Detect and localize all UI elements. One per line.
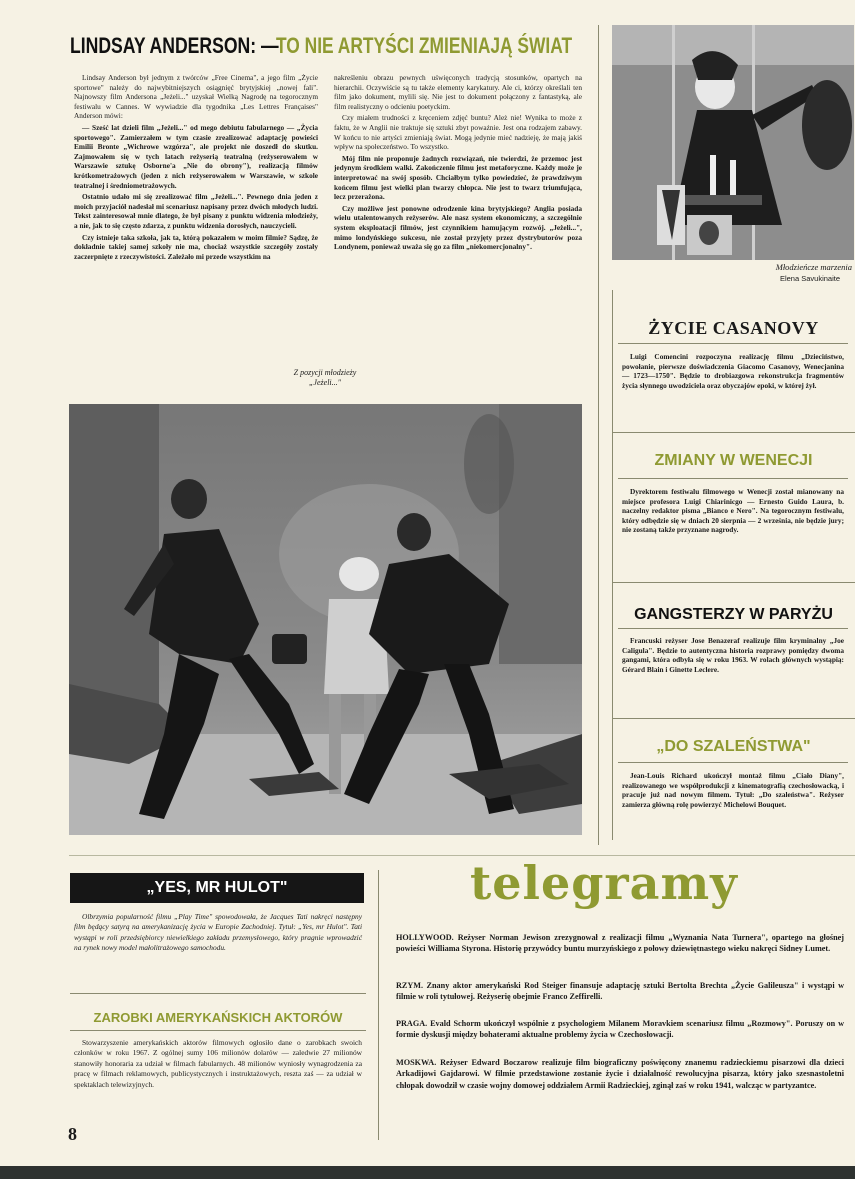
photo-caption-line-2: „Jeżeli..."	[308, 378, 342, 387]
zarobki-text: Stowarzyszenie amerykańskich aktorów filmowych ogłosiło dane o zarobkach swoich członków w roku 1967. Z ogólnej sumy 106 milionów dolarów — zaledwie 27 milionów stanowiły honoraria za udział w filmach fabularnych. 48 milionów wyniosły wynagrodzenia za pracę w filmach reklamowych, publicystycznych i instruktażowych, reszta zaś — za udział w spektaklach telewizyjnych.	[74, 1038, 362, 1089]
article-paragraph: Lindsay Anderson był jednym z twórców „Free Cinema", a jego film „Życie sportowe" należy do najwybitniejszych osiągnięć brytyjskiej „nowej fali". Najnowszy film Andersona „Jeżeli..." uzyskał Wielką Nagrodę na tegorocznym festiwalu w Cannes. W wywiadzie dla tygodnika „Les Lettres Françaises" Anderson mówi:	[74, 73, 318, 121]
szalenstwa-text: Jean-Louis Richard ukończył montaż filmu „Ciało Diany", realizowanego we współprodukcji z kinematografią czechosłowacką, i pracuje już nad nowym filmem. Tytuł: „Do szaleństwa". Reżyser zamierza główną rolę powierzyć Michelowi Bouquet.	[622, 771, 844, 809]
szalenstwa-title: „DO SZALEŃSTWA"	[656, 738, 811, 755]
casanova-title: ŻYCIE CASANOVY	[648, 318, 819, 338]
section-divider	[618, 628, 848, 629]
telegram-place: RZYM.	[396, 981, 424, 990]
telegram-item	[396, 1018, 844, 1041]
photo-caption	[250, 368, 400, 388]
top-photo-caption-title: Młodzieńcze marzenia	[775, 262, 852, 272]
telegram-text: Reżyser Edward Boczarow realizuje film biograficzny poświęcony znanemu radzieckiemu pisarzowi dla dzieci Arkadijowi Gajdarowi. W filmie przedstawione zostanie życie i działalność rewolucyjna pisarza, który jako szesnastoletni chłopak dowodził w czasie wojny domowej oddziałem Armii Radzieckiej, zginął zaś w roku 1941, walcząc w partyzantce.	[396, 1058, 844, 1090]
hulot-title: „YES, MR HULOT"	[146, 879, 288, 896]
article-paragraph: Mój film nie proponuje żadnych rozwiązań, nie twierdzi, że przemoc jest jedynym środkiem walki. Zakończenie filmu jest metaforyczne. Każdy może je interpretować na swój sposób. Chciałbym tylko powiedzieć, że prawdziwym końcem filmu jest wielki plan twarzy chłopca. Nie jest to twarz triumfująca, lecz przerażona.	[334, 153, 582, 202]
hulot-text: Olbrzymia popularność filmu „Play Time" spowodowała, że Jacques Tati nakręci następny film będący satyrą na amerykanizację życia w Europie Zachodniej. Tytuł: „Yes, mr Hulot". Tati wystąpi w roli przedsiębiorcy niewielkiego zakładu przemysłowego, który pragnie wprowadzić na rynek nowy model małolitrażowego samochodu.	[74, 912, 362, 953]
film-still-illustration	[69, 404, 582, 835]
page-number: 8	[68, 1124, 77, 1144]
zarobki-title: ZAROBKI AMERYKAŃSKICH AKTORÓW	[93, 1010, 343, 1025]
page-bottom-edge	[0, 1166, 855, 1179]
telegram-place: PRAGA.	[396, 1019, 428, 1028]
paryz-title: GANGSTERZY W PARYŻU	[634, 606, 833, 623]
section-divider	[618, 762, 848, 763]
young-dreams-photo	[612, 25, 854, 260]
column-divider	[378, 870, 379, 1140]
article-column-2	[334, 73, 582, 254]
wenecja-title: ZMIANY W WENECJI	[654, 452, 813, 469]
section-divider	[612, 718, 855, 719]
headline-black-part: LINDSAY ANDERSON: —	[70, 33, 279, 58]
photo-caption-line-1: Z pozycji młodzieży	[293, 368, 357, 377]
top-photo-caption-author: Elena Savukinaite	[779, 274, 840, 283]
section-divider	[70, 1030, 366, 1031]
article-paragraph: nakreśleniu obrazu pewnych uświęconych tradycją stosunków, opartych na hierarchii. Oczywiście są tu także elementy karykatury. Ale ci, którzy określali ten film jako dokument, mylili się. Nie jest to dokument połączony z fantastyką, ale film realistyczny o odcieniu poetyckim.	[334, 73, 582, 111]
section-divider	[70, 993, 366, 994]
telegram-text: Evald Schorm ukończył wspólnie z psychologiem Milanem Moravkiem scenariusz filmu „Rozmowy". Poruszy on w formie dyskusji między bohaterami aktualne problemy życia w Czechosłowacji.	[396, 1019, 845, 1040]
wenecja-text: Dyrektorem festiwalu filmowego w Wenecji został mianowany na miejsce profesora Luigi Chiarinicgo — Ernesto Guido Laura, b. naczelny redaktor pisma „Bianco e Nero". Na tegorocznym festiwalu, który odbędzie się w dniach 20 sierpnia — 2 września, nie będzie jury; nie zostaną także przyznane nagrody.	[622, 487, 844, 535]
telegram-text: Znany aktor amerykański Rod Steiger finansuje adaptację sztuki Bertolta Brechta „Życie Galileusza" i wystąpi w filmie w roli tytułowej. Reżyserię obejmie Franco Zeffirelli.	[396, 981, 845, 1002]
article-paragraph: — Sześć lat dzieli film „Jeżeli..." od mego debiutu fabularnego — „Życia sportowego". Zamierzałem w tym czasie zrealizować adaptację powieści Emilii Bronte „Wichrowe wzgórza", ale projekt nie doszedł do skutku. Zajmowałem się w tych latach reżyserią teatralną (reżyserowałem w Warszawie sztukę Osborne'a „Nie do obrony"), realizacją filmów krótkometrażowych (jeden z nich reżyserowałem w Warszawie, w szkole teatralnej i średniometrażowych.	[74, 122, 318, 190]
telegram-item	[396, 1057, 844, 1091]
section-divider	[612, 582, 855, 583]
article-paragraph: Czy istnieje taka szkoła, jak ta, którą pokazałem w moim filmie? Sądzę, że dokładnie takiej samej szkoły nie ma, chociaż wszystkie szczegóły zostały zaczerpnięte z rzeczywistości. Zależało mi przede wszystkim na	[74, 232, 318, 261]
column-divider	[612, 290, 613, 840]
article-paragraph: Czy miałem trudności z kręceniem zdjęć buntu? Ależ nie! Wynika to może z faktu, że w Anglii nie traktuje się sztuki zbyt poważnie. Jest ona rodzajem zabawy. W końcu to nie artyści zmieniają świat. Mogą jedynie mieć nadzieję, że mają jakiś wpływ na społeczeństwo. To wszystko.	[334, 113, 582, 152]
section-divider	[612, 432, 855, 433]
article-paragraph: Ostatnio udało mi się zrealizować film „Jeżeli...". Pewnego dnia jeden z moich przyjaciół nadesłał mi scenariusz napisany przez dwóch młodych ludzi. Tekst zainteresował mnie dlatego, że był pisany z punktu widzenia młodzieży, a nie, jak to się często zdarza, z punktu widzenia dorosłych, nauczycieli.	[74, 192, 318, 230]
telegram-text: Reżyser Norman Jewison zrezygnował z realizacji filmu „Wyznania Nata Turnera", opartego na głośnej powieści Williama Styrona. Historię przywódcy buntu murzyńskiego z połowy dziewiętnastego wieku nakręci Sidney Lumet.	[396, 933, 845, 954]
paryz-text: Francuski reżyser Jose Benazeraf realizuje film kryminalny „Joe Caligula". Będzie to autentyczna historia rozprawy pomiędzy dwoma gangami, która odbyła się w roku 1963. W rolach głównych wystąpią: Gérard Blain i Ginette Leclere.	[622, 636, 844, 674]
telegram-place: HOLLYWOOD.	[396, 933, 454, 942]
section-divider	[618, 478, 848, 479]
column-divider	[598, 25, 599, 845]
young-dreams-illustration	[612, 25, 854, 260]
headline-olive-part: TO NIE ARTYŚCI ZMIENIAJĄ ŚWIAT	[276, 33, 573, 58]
telegram-item	[396, 980, 844, 1003]
telegram-place: MOSKWA.	[396, 1058, 437, 1067]
telegram-item	[396, 932, 844, 955]
article-column-1	[74, 73, 318, 263]
film-still-photo	[69, 404, 582, 835]
section-divider	[618, 343, 848, 344]
article-paragraph: Czy możliwe jest ponowne odrodzenie kina brytyjskiego? Anglia posiada wielu utalentowanych reżyserów. Ale nasz system ekonomiczny, a szczególnie system eksploatacji filmów, jest czynnikiem hamującym rozwój. „Jeżeli...", mimo londyńskiego sukcesu, nie został przyjęty przez dystrybutorów poza Londynem, ponieważ uważa się go za film „niekomercjonalny".	[334, 203, 582, 252]
telegramy-heading: telegramy	[470, 856, 738, 910]
casanova-text: Luigi Comencini rozpoczyna realizację filmu „Dzieciństwo, powołanie, pierwsze doświadczenia Giacomo Casanovy, Wenecjanina — 1723—1750". Będzie to drobiazgowa rekonstrukcja fragmentów życia słynnego uwodziciela oraz obyczajów epoki, w której żył.	[622, 352, 844, 390]
